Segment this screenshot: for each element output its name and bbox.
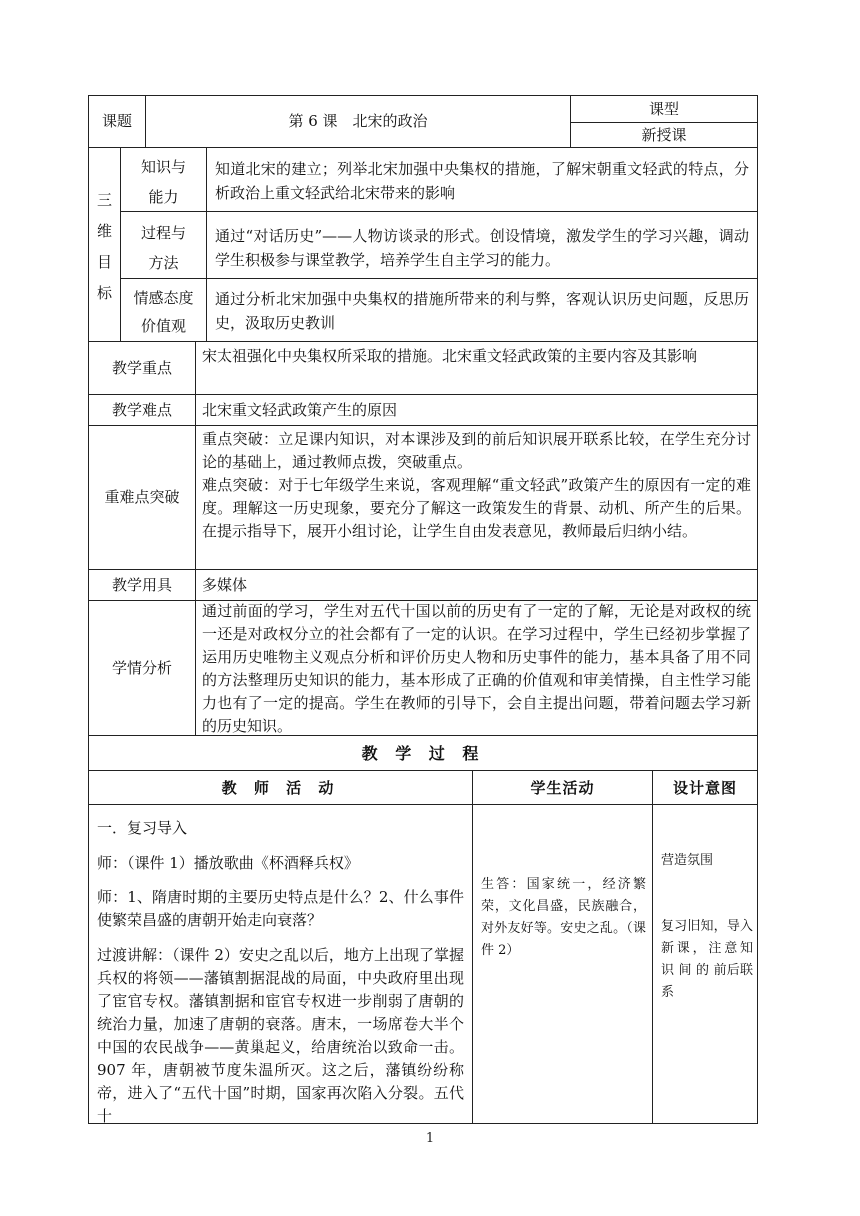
emotion-label-line2: 价值观 (140, 317, 186, 335)
knowledge-text: 知道北宋的建立；列举北宋加强中央集权的措施，了解宋朝重文轻武的特点，分析政治上重文轻武给北宋带来的影响 (215, 160, 749, 202)
emotion-text: 通过分析北宋加强中央集权的措施所带来的利与弊，客观认识历史问题，反思历史，汲取历史教训 (215, 290, 749, 332)
teacher-para-3: 过渡讲解：（课件 2）安史之乱以后，地方上出现了掌握兵权的将领——藩镇割据混战的局面，中央政府里出现了宦官专权。藩镇割据和宦官专权进一步削弱了唐朝的统治力量，加速了唐朝的衰落。唐末，一场席卷大半个中国的农民战争——黄巢起义，给唐统治以致命一击。907 年，唐朝被节度朱温所灭。这之后，藩镇纷纷称帝，进入了“五代十国”时期，国家再次陷入分裂。五代十 (97, 946, 464, 1125)
intent-col-header-cell (652, 770, 758, 805)
teacher-para-2: 师：1、隋唐时期的主要历史特点是什么？2、什么事件使繁荣昌盛的唐朝开始走向衰落？ (97, 888, 464, 929)
tools-text: 多媒体 (202, 576, 248, 594)
knowledge-label-line2: 能力 (148, 188, 179, 206)
teacher-section-heading: 一．复习导入 (97, 819, 188, 837)
process-label-line2: 方法 (148, 254, 179, 272)
knowledge-label-line1: 知识与 (140, 158, 186, 176)
breakthrough-label: 重难点突破 (104, 488, 180, 506)
teacher-activity-cell (88, 804, 473, 1124)
teacher-col-header-cell (88, 770, 473, 805)
process-title-cell (88, 735, 758, 771)
tools-text-cell (195, 569, 758, 601)
tools-label-cell (88, 569, 196, 601)
topic-value-cell (145, 95, 571, 148)
breakthrough-label-cell (88, 425, 196, 570)
lesson-title: 第 6 课 北宋的政治 (288, 112, 428, 130)
topic-label-cell (88, 95, 146, 148)
difficulties-label-cell (88, 394, 196, 426)
difficulties-text: 北宋重文轻武政策产生的原因 (202, 401, 398, 419)
type-value-cell (570, 122, 758, 148)
intent-col-header: 设计意图 (672, 779, 737, 797)
breakthrough-para2: 难点突破：对于七年级学生来说，客观理解“重文轻武”政策产生的原因有一定的难度。理解这一历史现象，要充分了解这一政策发生的背景、动机、所产生的后果。在提示指导下，展开小组讨论，让学生自由发表意见，教师最后归纳小结。 (202, 476, 751, 540)
analysis-label: 学情分析 (111, 659, 172, 677)
key-points-label-cell (88, 341, 196, 395)
difficulties-text-cell (195, 394, 758, 426)
process-label-cell (120, 211, 207, 279)
process-label-line1: 过程与 (140, 224, 186, 242)
knowledge-text-cell (206, 147, 758, 212)
breakthrough-text-cell (195, 425, 758, 570)
student-activity-text: 生答：国家统一，经济繁荣，文化昌盛，民族融合，对外友好等。安史之乱。（课件 2） (481, 877, 646, 958)
key-points-text: 宋太祖强化中央集权所采取的措施。北宋重文轻武政策的主要内容及其影响 (202, 347, 698, 365)
difficulties-label: 教学难点 (111, 401, 172, 419)
teacher-para-1: 师：（课件 1）播放歌曲《杯酒释兵权》 (97, 854, 359, 872)
analysis-label-cell (88, 600, 196, 736)
goals-char-2: 维 (96, 222, 112, 240)
breakthrough-para1: 重点突破：立足课内知识，对本课涉及到的前后知识展开联系比较，在学生充分讨论的基础上，通过教师点拨，突破重点。 (202, 430, 751, 471)
type-label: 课型 (648, 100, 679, 118)
key-points-text-cell (195, 341, 758, 395)
student-col-header: 学生活动 (530, 779, 595, 797)
key-points-label: 教学重点 (111, 359, 172, 377)
page-number: 1 (425, 1131, 435, 1146)
type-value: 新授课 (641, 126, 687, 144)
process-text: 通过“对话历史”——人物访谈录的形式。创设情境，激发学生的学习兴趣，调动学生积极参与课堂教学，培养学生自主学习的能力。 (215, 227, 749, 269)
goals-char-3: 目 (96, 253, 112, 271)
type-label-cell (570, 95, 758, 123)
emotion-label-cell (120, 278, 207, 342)
emotion-text-cell (206, 278, 758, 342)
knowledge-label-cell (120, 147, 207, 212)
goals-char-4: 标 (96, 284, 112, 302)
intent-text-1: 营造氛围 (661, 853, 714, 868)
goals-char-1: 三 (96, 191, 112, 209)
intent-cell (652, 804, 758, 1124)
tools-label: 教学用具 (111, 576, 172, 594)
teacher-col-header: 教 师 活 动 (221, 779, 340, 797)
intent-text-2: 复习旧知，导入新课，注意知 识 间 的 前后联系 (661, 919, 753, 1000)
goals-group-cell (88, 147, 121, 342)
topic-label: 课题 (101, 112, 132, 130)
process-text-cell (206, 211, 758, 279)
student-col-header-cell (472, 770, 653, 805)
analysis-text: 通过前面的学习，学生对五代十国以前的历史有了一定的了解，无论是对政权的统一还是对政权分立的社会都有了一定的认识。在学习过程中，学生已经初步掌握了运用历史唯物主义观点分析和评价历史人物和历史事件的能力，基本具备了用不同的方法整理历史知识的能力，基本形成了正确的价值观和审美情操，自主性学习能力也有了一定的提高。学生在教师的引导下，会自主提出问题，带着问题去学习新的历史知识。 (202, 602, 751, 735)
analysis-text-cell (195, 600, 758, 736)
emotion-label-line1: 情感态度 (133, 289, 194, 307)
process-title: 教 学 过 程 (361, 744, 485, 763)
student-activity-cell (472, 804, 653, 1124)
